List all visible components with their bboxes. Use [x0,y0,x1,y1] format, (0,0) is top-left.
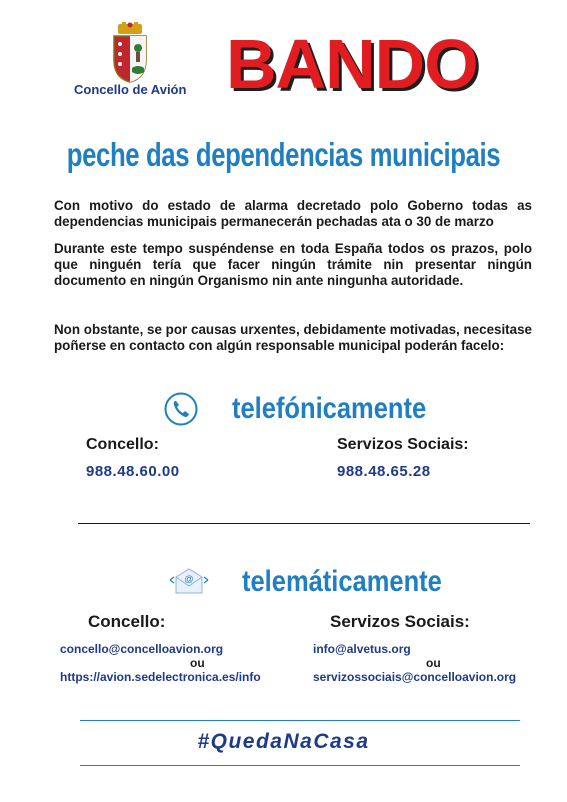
paragraph-1: Con motivo do estado de alarma decretado polo Goberno todas as dependencias municipais permanecerán pechadas ata o 30 de marzo [54,198,532,229]
telematic-social-label: Servizos Sociais: [330,612,470,631]
social-email-link[interactable]: info@alvetus.org [313,642,411,656]
social-email2-link[interactable]: servizossociais@concelloavion.org [313,670,517,684]
phone-social-number[interactable]: 988.48.65.28 [337,463,431,480]
concello-email-link[interactable]: concello@concelloavion.org [60,642,224,656]
section-divider [78,523,530,524]
telematic-concello-label: Concello: [88,612,166,631]
telematic-heading: telemáticamente [242,565,442,598]
email-icon [168,567,210,595]
paragraph-2: Durante este tempo suspéndense en toda España todos os prazos, polo que ninguén tería que facer ningún trámite nin presentar ningún documento en ningún Organismo nin ante ningunha autoridade. [54,241,532,288]
hashtag-top-line [80,720,520,721]
hashtag-bottom-line [80,765,520,766]
phone-social-label: Servizos Sociais: [337,436,469,453]
or-separator: ou [426,656,441,670]
phone-heading: telefónicamente [232,392,427,425]
council-name: Concello de Avión [74,82,187,97]
phone-concello-number[interactable]: 988.48.60.00 [86,463,180,480]
or-separator: ou [190,656,205,670]
paragraph-3: Non obstante, se por causas urxentes, debidamente motivadas, necesitase poñerse en contacto con algún responsable municipal poderán facelo: [54,322,532,353]
coat-of-arms-logo [108,22,152,84]
svg-text:@: @ [184,574,194,584]
concello-web-link[interactable]: https://avion.sedelectronica.es/info [60,670,261,684]
phone-concello-label: Concello: [86,436,159,453]
page-title: BANDO [226,25,478,103]
subtitle: peche das dependencias municipais [66,136,501,173]
hashtag: #QuedaNaCasa [197,730,370,753]
phone-icon [164,392,198,426]
